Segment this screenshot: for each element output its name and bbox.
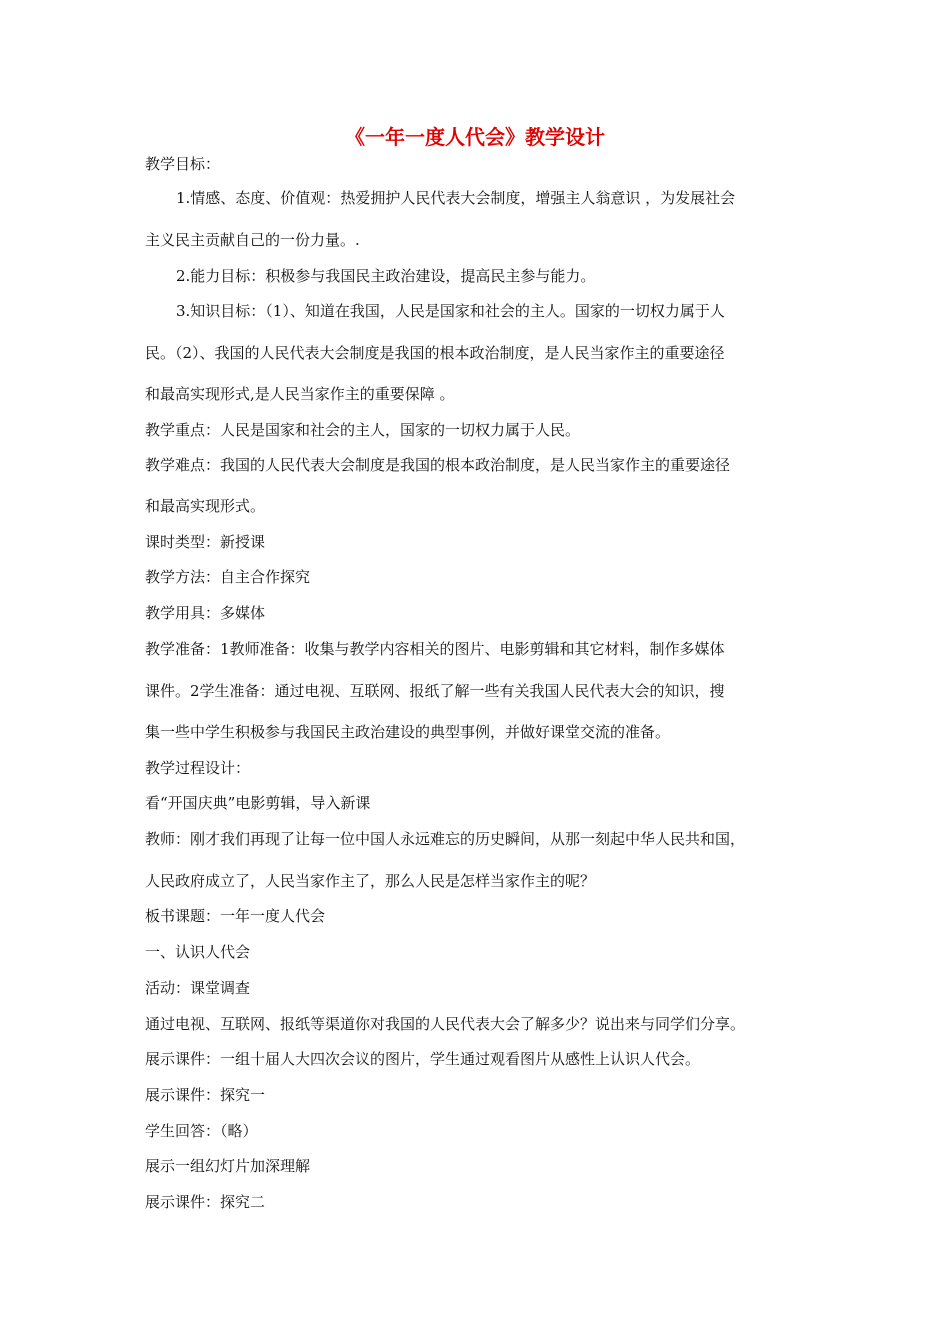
text-line: 和最高实现形式。 — [145, 497, 266, 515]
text-line: 一、认识人代会 — [145, 943, 251, 961]
text-line: 教学准备：1教师准备：收集与教学内容相关的图片、电影剪辑和其它材料，制作多媒体 — [145, 640, 725, 658]
text-line: 学生回答：（略） — [145, 1122, 258, 1140]
text-line: 主义民主贡献自己的一份力量。. — [145, 231, 360, 249]
text-line: 通过电视、互联网、报纸等渠道你对我国的人民代表大会了解多少？说出来与同学们分享。 — [145, 1015, 746, 1033]
text-line: 教学目标： — [145, 155, 221, 173]
text-line: 看“开国庆典”电影剪辑，导入新课 — [145, 794, 371, 812]
text-line: 教学方法：自主合作探究 — [145, 568, 311, 586]
text-line: 人民政府成立了，人民当家作主了，那么人民是怎样当家作主的呢？ — [145, 872, 596, 890]
text-line: 民。（2）、我国的人民代表大会制度是我国的根本政治制度，是人民当家作主的重要途径 — [145, 344, 725, 362]
text-line: 1.情感、态度、价值观：热爱拥护人民代表大会制度，增强主人翁意识 ，为发展社会 — [176, 189, 736, 207]
text-line: 活动：课堂调查 — [145, 979, 251, 997]
text-line: 展示课件：一组十届人大四次会议的图片，学生通过观看图片从感性上认识人代会。 — [145, 1050, 701, 1068]
text-line: 2.能力目标：积极参与我国民主政治建设，提高民主参与能力。 — [176, 267, 596, 285]
text-line: 课件。2学生准备：通过电视、互联网、报纸了解一些有关我国人民代表大会的知识，搜 — [145, 682, 725, 700]
text-line: 板书课题：一年一度人代会 — [145, 907, 326, 925]
text-line: 展示一组幻灯片加深理解 — [145, 1157, 311, 1175]
text-line: 展示课件：探究一 — [145, 1086, 266, 1104]
text-line: 教学难点：我国的人民代表大会制度是我国的根本政治制度，是人民当家作主的重要途径 — [145, 456, 731, 474]
text-line: 教学过程设计： — [145, 759, 251, 777]
text-line: 集一些中学生积极参与我国民主政治建设的典型事例，并做好课堂交流的准备。 — [145, 723, 671, 741]
text-line: 和最高实现形式,是人民当家作主的重要保障 。 — [145, 385, 455, 403]
text-line: 3.知识目标：（1）、知道在我国，人民是国家和社会的主人。国家的一切权力属于人 — [176, 302, 725, 320]
text-line: 课时类型：新授课 — [145, 533, 266, 551]
document-title: 《一年一度人代会》教学设计 — [345, 125, 605, 149]
text-line: 教学重点：人民是国家和社会的主人，国家的一切权力属于人民。 — [145, 421, 581, 439]
text-line: 展示课件：探究二 — [145, 1193, 266, 1211]
text-line: 教师：刚才我们再现了让每一位中国人永远难忘的历史瞬间，从那一刻起中华人民共和国， — [145, 830, 746, 848]
text-line: 教学用具：多媒体 — [145, 604, 266, 622]
